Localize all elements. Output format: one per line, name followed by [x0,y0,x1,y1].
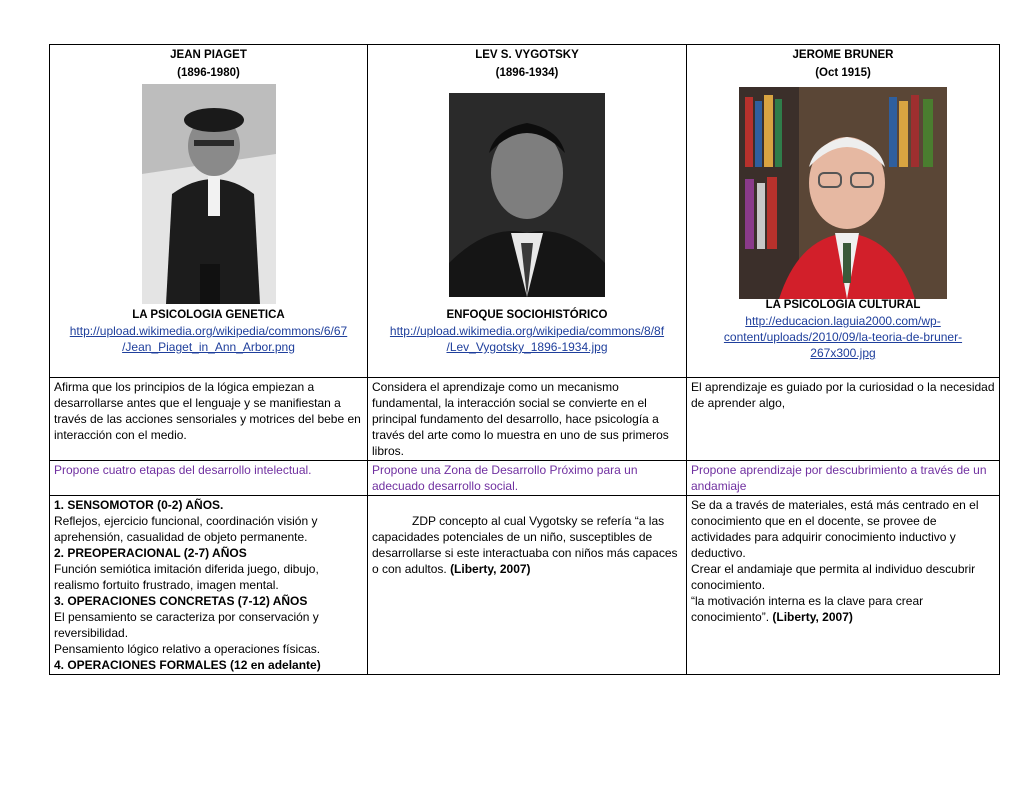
piaget-caption: LA PSICOLOGIA GENETICA [132,309,285,321]
stage-2-title: 2. PREOPERACIONAL (2-7) AÑOS [54,546,247,560]
zdp-text: ZDP concepto al cual Vygotsky se refería “a las capacidades potenciales de un niño, susceptibles de desarrollarse si este interactuaba con niños más capaces o con adultos. [372,514,678,576]
bruner-url-line2[interactable]: content/uploads/2010/09/la-teoria-de-bruner- [723,330,963,344]
piaget-proposal: Propone cuatro etapas del desarrollo intelectual. [50,461,368,496]
piaget-name: JEAN PIAGET [170,49,247,61]
vygotsky-url-line2[interactable]: /Lev_Vygotsky_1896-1934.jpg [446,340,608,354]
bruner-description: El aprendizaje es guiado por la curiosidad o la necesidad de aprender algo, [687,378,1000,461]
piaget-stages-cell [50,496,368,675]
stage-3-text: El pensamiento se caracteriza por conservación y reversibilidad. [54,610,319,640]
piaget-years: (1896-1980) [177,67,240,79]
bruner-quote [691,593,995,625]
stage-1-title: 1. SENSOMOTOR (0-2) AÑOS. [54,498,224,512]
detail-row [50,496,1000,675]
vygotsky-zdp-cell [368,496,687,675]
bruner-name: JEROME BRUNER [792,49,894,61]
piaget-header-cell [50,45,368,378]
piaget-url-line1[interactable]: http://upload.wikimedia.org/wikipedia/commons/6/67 [69,324,348,338]
bruner-photo [739,87,947,299]
piaget-description: Afirma que los principios de la lógica empiezan a desarrollarse antes que el lenguaje y se manifiestan a través de las acciones sensoriales y motrices del bebe en interacción con el medio. [50,378,368,461]
bruner-citation: (Liberty, 2007) [772,610,853,624]
bruner-proposal: Propone aprendizaje por descubrimiento a través de un andamiaje [687,461,1000,496]
vygotsky-header-cell [368,45,687,378]
bruner-detail-cell [687,496,1000,675]
bruner-url-line3[interactable]: 267x300.jpg [810,346,876,360]
vygotsky-caption: ENFOQUE SOCIOHISTÓRICO [446,309,608,321]
bruner-text-3: “la motivación interna es la clave para crear conocimiento”. [691,594,924,624]
stage-3-title: 3. OPERACIONES CONCRETAS (7-12) AÑOS [54,594,308,608]
stage-3-text-2: Pensamiento lógico relativo a operaciones físicas. [54,642,321,656]
comparison-table [49,44,1000,675]
vygotsky-url-line1[interactable]: http://upload.wikimedia.org/wikipedia/commons/8/8f [389,324,665,338]
stage-4-title: 4. OPERACIONES FORMALES (12 en adelante) [54,658,321,672]
bruner-header-cell [687,45,1000,378]
vygotsky-description: Considera el aprendizaje como un mecanismo fundamental, la interacción social se convierte en el principal fundamento del desarrollo, hace psicología a través del arte como lo muestra en uno de sus primeros libros. [368,378,687,461]
piaget-photo [142,84,276,304]
stage-2-text: Función semiótica imitación diferida juego, dibujo, realismo fortuito frustrado, imagen mental. [54,562,319,592]
proposal-row [50,461,1000,496]
vygotsky-name: LEV S. VYGOTSKY [475,49,579,61]
bruner-caption: LA PSICOLOGIA CULTURAL [765,299,921,311]
bruner-url-line1[interactable]: http://educacion.laguia2000.com/wp- [745,314,941,328]
description-row [50,378,1000,461]
header-row [50,45,1000,378]
zdp-citation: (Liberty, 2007) [450,562,531,576]
vygotsky-years: (1896-1934) [495,67,559,79]
vygotsky-proposal: Propone una Zona de Desarrollo Próximo para un adecuado desarrollo social. [368,461,687,496]
vygotsky-photo [449,93,605,297]
zdp-paragraph [372,513,682,577]
stage-1-text: Reflejos, ejercicio funcional, coordinación visión y aprehensión, casualidad de objeto permanente. [54,514,318,544]
bruner-text-2: Crear el andamiaje que permita al individuo descubrir conocimiento. [691,562,976,592]
piaget-url-line2[interactable]: /Jean_Piaget_in_Ann_Arbor.png [122,340,295,354]
bruner-text-1: Se da a través de materiales, está más centrado en el conocimiento que en el docente, se provee de actividades para adquirir conocimiento inductivo y deductivo. [691,498,979,560]
bruner-years: (Oct 1915) [815,67,871,79]
